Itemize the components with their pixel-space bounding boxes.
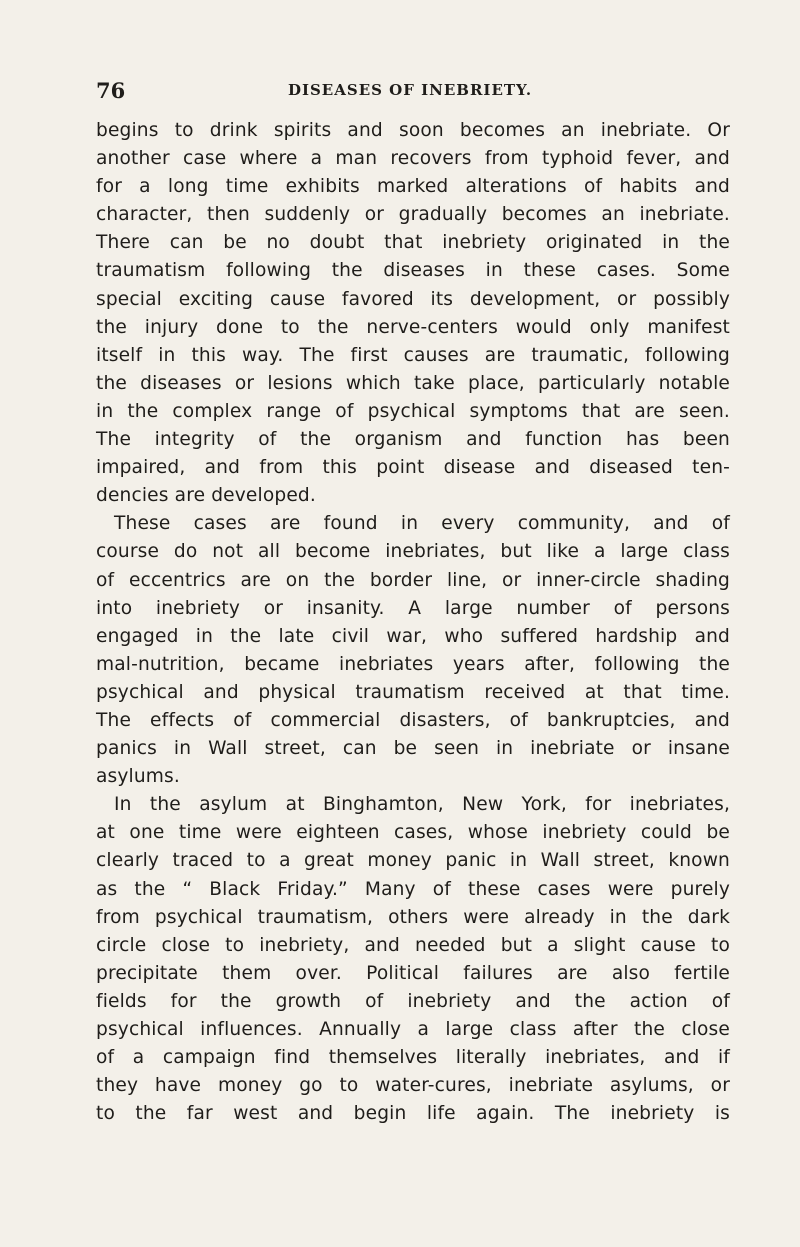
text-line: another case where a man recovers from typhoid fever, and bbox=[96, 148, 730, 170]
text-line: In the asylum at Binghamton, New York, for inebriates, bbox=[114, 794, 730, 816]
text-line: dencies are developed. bbox=[96, 485, 316, 507]
text-line: from psychical traumatism, others were already in the dark bbox=[96, 906, 730, 928]
text-line: they have money go to water-cures, inebriate asylums, or bbox=[96, 1075, 730, 1097]
text-line: There can be no doubt that inebriety originated in the bbox=[96, 232, 730, 254]
text-line: precipitate them over. Political failures are also fertile bbox=[96, 962, 730, 984]
text-line: circle close to inebriety, and needed but a slight cause to bbox=[96, 934, 730, 956]
page-number: 76 bbox=[96, 78, 126, 103]
text-line: clearly traced to a great money panic in Wall street, known bbox=[96, 850, 730, 872]
running-head bbox=[96, 78, 724, 106]
text-line: of a campaign find themselves literally inebriates, and if bbox=[96, 1047, 730, 1069]
text-line: psychical influences. Annually a large class after the close bbox=[96, 1019, 730, 1040]
text-line: These cases are found in every community, and of bbox=[114, 513, 730, 535]
text-line: of eccentrics are on the border line, or inner-circle shading bbox=[96, 569, 730, 591]
text-line: the diseases or lesions which take place, particularly notable bbox=[96, 372, 730, 394]
running-title: DISEASES OF INEBRIETY. bbox=[287, 81, 533, 99]
text-line: the injury done to the nerve-centers would only manifest bbox=[96, 316, 730, 338]
text-line: asylums. bbox=[96, 766, 180, 788]
text-line: fields for the growth of inebriety and the action of bbox=[96, 990, 730, 1012]
text-line: character, then suddenly or gradually becomes an inebriate. bbox=[96, 204, 730, 226]
text-line: at one time were eighteen cases, whose inebriety could be bbox=[96, 822, 730, 844]
text-line: itself in this way. The first causes are traumatic, following bbox=[96, 344, 730, 366]
text-line: in the complex range of psychical symptoms that are seen. bbox=[96, 400, 730, 422]
text-line: psychical and physical traumatism received at that time. bbox=[96, 681, 730, 703]
text-line: as the “ Black Friday.” Many of these cases were purely bbox=[96, 878, 730, 900]
text-line: for a long time exhibits marked alterations of habits and bbox=[96, 176, 730, 198]
text-line: begins to drink spirits and soon becomes an inebriate. Or bbox=[96, 120, 730, 141]
text-line: mal-nutrition, became inebriates years after, following the bbox=[96, 653, 730, 675]
text-line: panics in Wall street, can be seen in inebriate or insane bbox=[96, 738, 730, 760]
body-text bbox=[96, 117, 730, 1128]
text-line: special exciting cause favored its development, or possibly bbox=[96, 288, 730, 310]
text-line: impaired, and from this point disease and diseased ten- bbox=[96, 457, 730, 479]
text-line: to the far west and begin life again. The inebriety is bbox=[96, 1103, 730, 1125]
text-line: The effects of commercial disasters, of bankruptcies, and bbox=[96, 709, 730, 731]
text-line: course do not all become inebriates, but like a large class bbox=[96, 541, 730, 563]
text-line: into inebriety or insanity. A large number of persons bbox=[96, 597, 730, 619]
text-line: traumatism following the diseases in these cases. Some bbox=[96, 260, 730, 282]
text-line: The integrity of the organism and function has been bbox=[96, 429, 730, 451]
text-line: engaged in the late civil war, who suffered hardship and bbox=[96, 625, 730, 647]
